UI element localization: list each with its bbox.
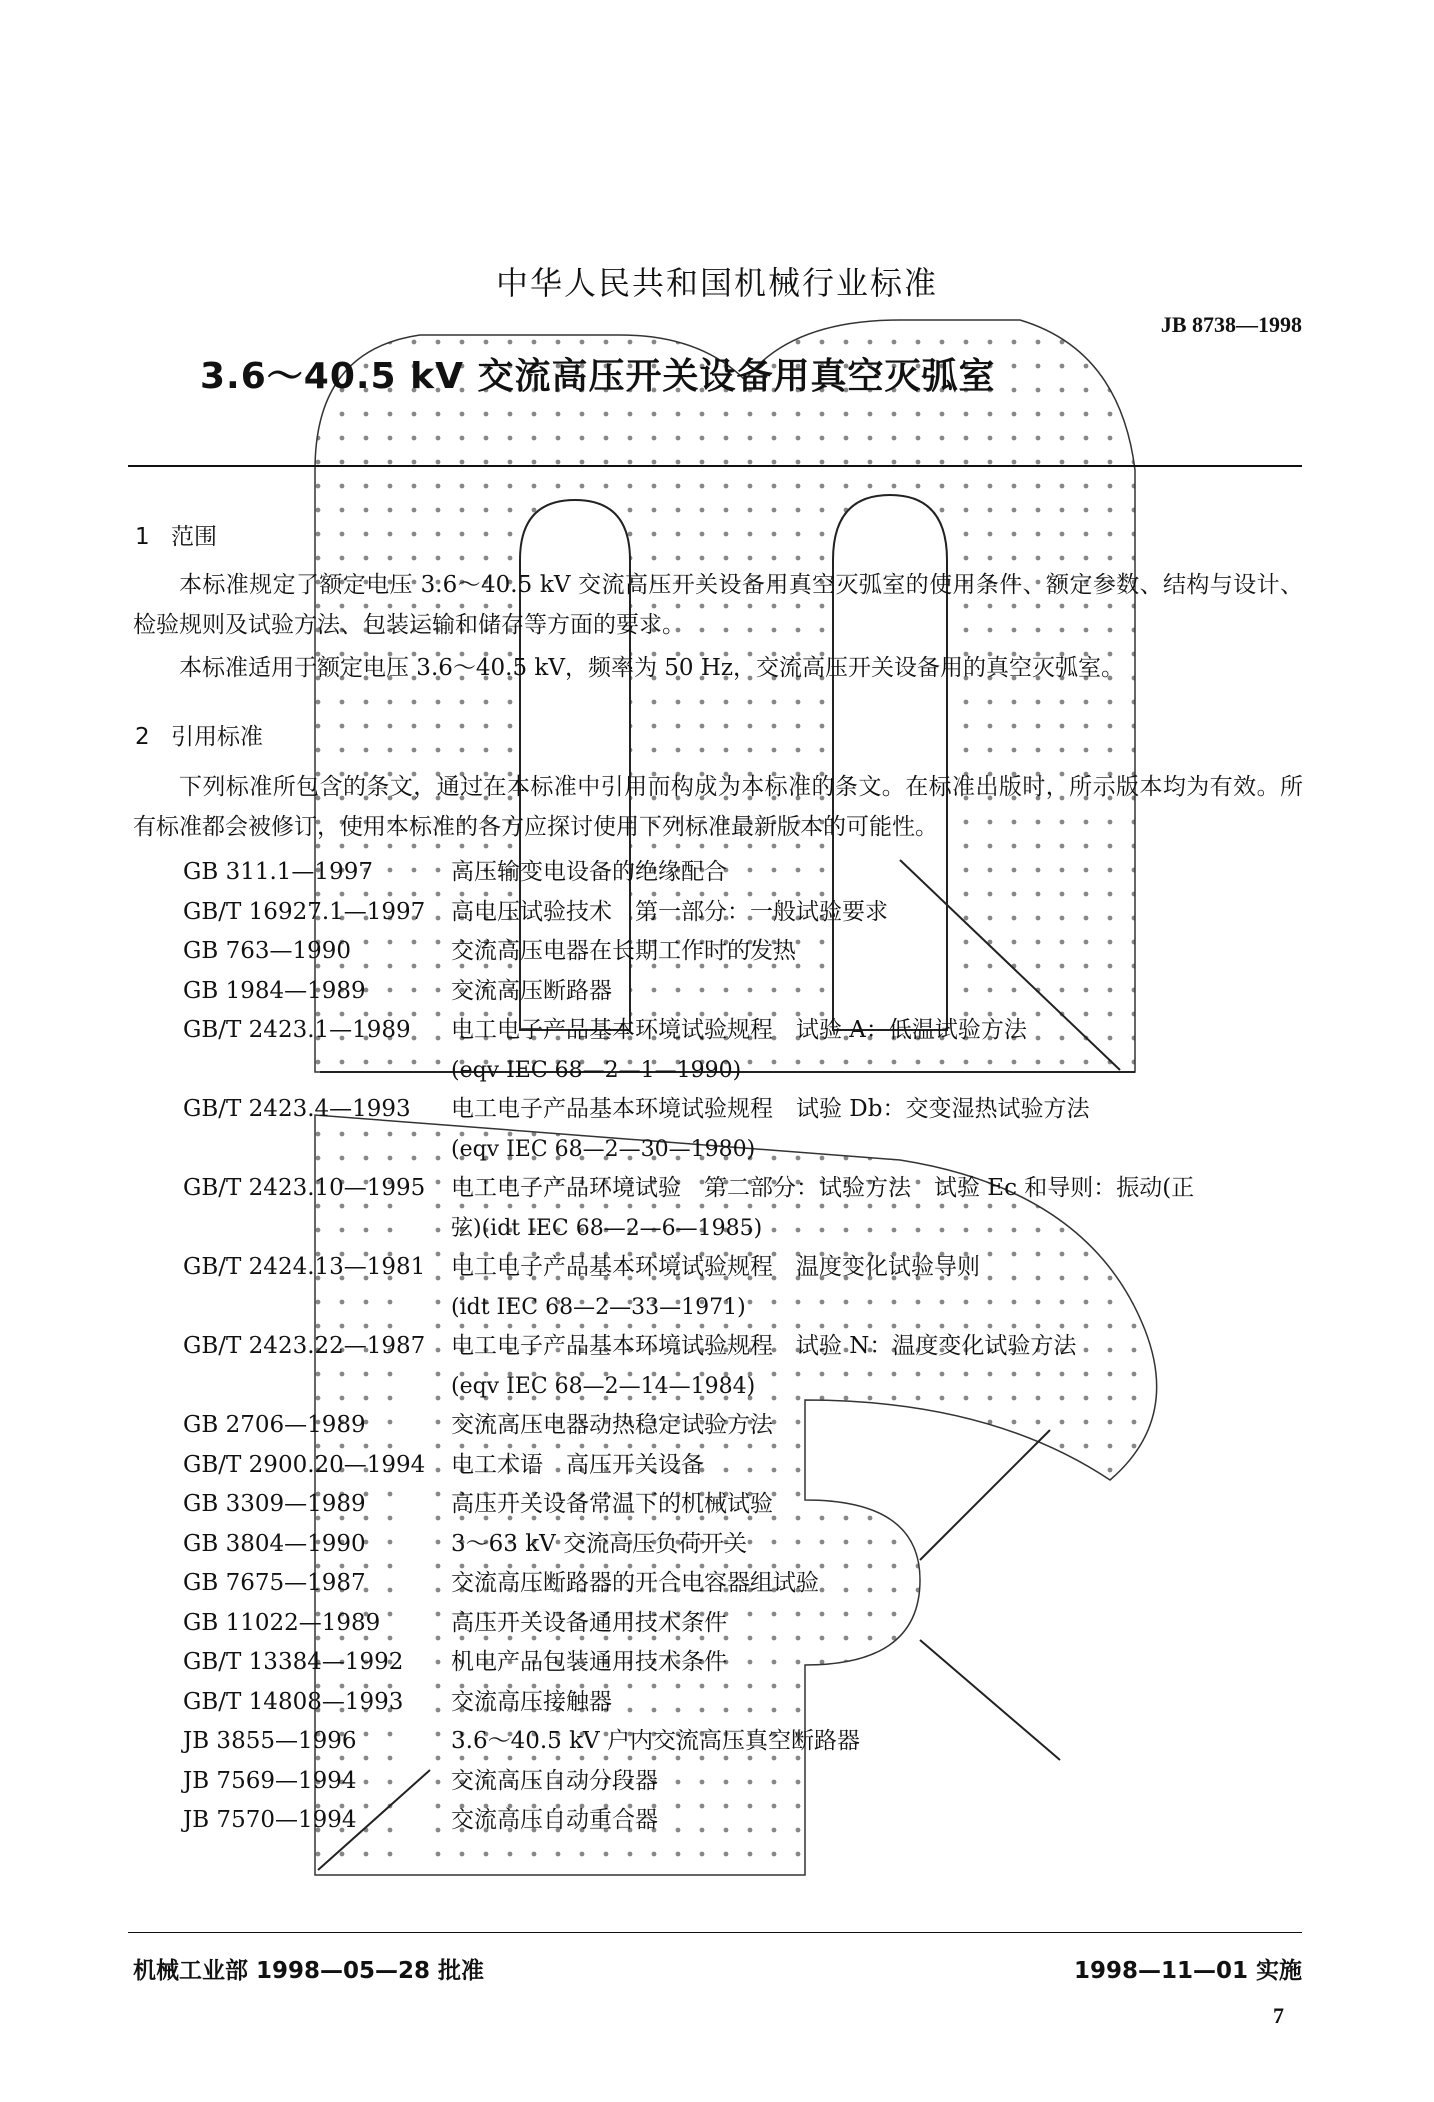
page-title: 3.6～40.5 kV 交流高压开关设备用真空灭弧室 [200, 356, 996, 397]
reference-title: 电工术语 高压开关设备 [451, 1451, 704, 1478]
reference-item [183, 1406, 1323, 1446]
reference-title: 电工电子产品基本环境试验规程 试验 Db：交变湿热试验方法 [451, 1096, 1090, 1122]
reference-title: 3～63 kV 交流高压负荷开关 [451, 1530, 748, 1557]
reference-item [183, 1525, 1323, 1565]
reference-title: 高压开关设备通用技术条件 [451, 1609, 727, 1636]
reference-title: 交流高压自动重合器 [451, 1807, 658, 1833]
reference-title: 交流高压接触器 [451, 1688, 612, 1715]
section-title: 引用标准 [171, 724, 263, 750]
header-rule [128, 465, 1302, 467]
reference-code: GB/T 2423.1—1989 [183, 1017, 411, 1043]
reference-title: 电工电子产品基本环境试验规程 温度变化试验导则 [451, 1254, 980, 1280]
reference-title: 交流高压电器在长期工作时的发热 [451, 938, 796, 964]
reference-title: 高压开关设备常温下的机械试验 [451, 1491, 773, 1517]
reference-code: GB 3804—1990 [183, 1530, 366, 1557]
reference-item [183, 1801, 1323, 1841]
reference-code: GB/T 2424.13—1981 [183, 1254, 426, 1280]
reference-equivalence: (eqv IEC 68—2—14—1984) [451, 1373, 756, 1399]
reference-item [183, 1564, 1323, 1604]
reference-title: 交流高压断路器的开合电容器组试验 [451, 1570, 819, 1596]
section-title: 范围 [171, 524, 217, 550]
reference-title: 高压输变电设备的绝缘配合 [451, 859, 727, 885]
reference-title: 高电压试验技术 第一部分：一般试验要求 [451, 898, 888, 925]
section-1-heading [135, 518, 217, 551]
reference-title: 机电产品包装通用技术条件 [451, 1649, 727, 1675]
reference-title: 交流高压电器动热稳定试验方法 [451, 1412, 773, 1438]
reference-item [183, 972, 1323, 1012]
reference-code: JB 7570—1994 [183, 1807, 357, 1833]
reference-title: 3.6～40.5 kV 户内交流高压真空断路器 [451, 1728, 860, 1754]
reference-title: 交流高压自动分段器 [451, 1767, 658, 1794]
reference-code: GB/T 2423.10—1995 [183, 1175, 426, 1201]
reference-item [183, 1762, 1323, 1802]
reference-title: 电工电子产品基本环境试验规程 试验 A：低温试验方法 [451, 1017, 1027, 1043]
reference-item [183, 1327, 1323, 1406]
reference-item [183, 853, 1323, 893]
reference-item [183, 1090, 1323, 1169]
reference-code: GB/T 16927.1—1997 [183, 898, 426, 925]
implementation-date: 1998—11—01 实施 [1073, 1958, 1302, 1984]
reference-code: GB/T 13384—1992 [183, 1649, 404, 1675]
reference-code: GB 1984—1989 [183, 977, 366, 1004]
reference-code: GB/T 2423.4—1993 [183, 1096, 411, 1122]
reference-code: JB 3855—1996 [183, 1728, 357, 1754]
reference-code: GB/T 2900.20—1994 [183, 1451, 426, 1478]
reference-equivalence: (eqv IEC 68—2—1—1990) [451, 1057, 742, 1083]
reference-title: 电工电子产品基本环境试验规程 试验 N：温度变化试验方法 [451, 1333, 1077, 1359]
section-1-paragraph-1: 本标准规定了额定电压 3.6～40.5 kV 交流高压开关设备用真空灭弧室的使用条件、额定参数、结构与设计、检验规则及试验方法、包装运输和储存等方面的要求。 [133, 572, 1303, 638]
reference-code: GB 763—1990 [183, 938, 352, 964]
reference-equivalence: (eqv IEC 68—2—30—1980) [451, 1136, 756, 1162]
reference-code: GB 3309—1989 [183, 1491, 366, 1517]
reference-item [183, 1604, 1323, 1644]
reference-equivalence: 弦)(idt IEC 68—2—6—1985) [451, 1215, 763, 1241]
reference-item [183, 1722, 1323, 1762]
reference-equivalence: (idt IEC 68—2—33—1971) [451, 1294, 746, 1320]
reference-item [183, 932, 1323, 972]
reference-item [183, 1169, 1323, 1248]
reference-title: 交流高压断路器 [451, 977, 612, 1004]
reference-title: 电工电子产品环境试验 第二部分：试验方法 试验 Ec 和导则：振动(正 [451, 1175, 1195, 1201]
reference-item [183, 1446, 1323, 1486]
section-2-heading [135, 718, 263, 751]
reference-item [183, 1643, 1323, 1683]
reference-item [183, 1011, 1323, 1090]
section-2-paragraph-1: 下列标准所包含的条文，通过在本标准中引用而构成为本标准的条文。在标准出版时，所示版本均为有效。所有标准都会被修订，使用本标准的各方应探讨使用下列标准最新版本的可能性。 [133, 774, 1303, 840]
reference-code: GB 11022—1989 [183, 1609, 381, 1636]
reference-item [183, 1683, 1323, 1723]
section-number: 1 [135, 524, 150, 550]
page-number: 7 [1273, 2003, 1284, 2028]
footer-rule [128, 1932, 1302, 1933]
reference-item [183, 1485, 1323, 1525]
reference-item [183, 893, 1323, 933]
reference-code: JB 7569—1994 [183, 1767, 357, 1794]
approval-line: 机械工业部 1998—05—28 批准 [133, 1958, 485, 1984]
reference-code: GB/T 14808—1993 [183, 1688, 404, 1715]
reference-item [183, 1248, 1323, 1327]
reference-code: GB/T 2423.22—1987 [183, 1333, 426, 1359]
standard-code: JB 8738—1998 [1160, 312, 1302, 337]
issuing-body: 中华人民共和国机械行业标准 [495, 264, 938, 302]
section-number: 2 [135, 724, 150, 750]
reference-code: GB 7675—1987 [183, 1570, 366, 1596]
section-1-paragraph-2: 本标准适用于额定电压 3.6～40.5 kV，频率为 50 Hz，交流高压开关设备用的真空灭弧室。 [179, 655, 1125, 681]
reference-code: GB 2706—1989 [183, 1412, 366, 1438]
reference-list [183, 853, 1323, 1841]
reference-code: GB 311.1—1997 [183, 859, 373, 885]
